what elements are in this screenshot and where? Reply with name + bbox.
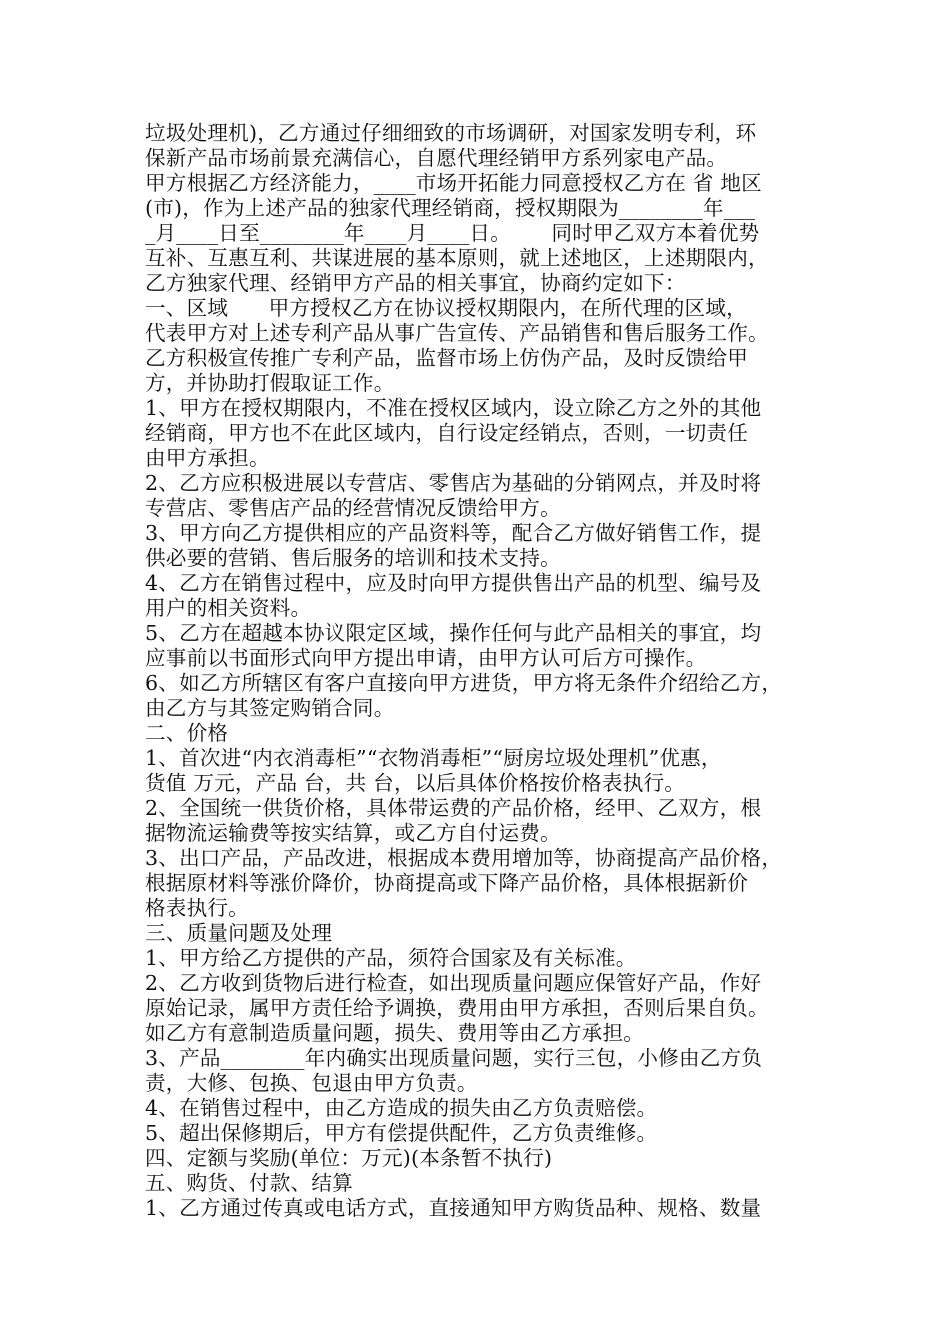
- text-line: 五、购货、付款、结算: [145, 1171, 353, 1195]
- text-line: 3、甲方向乙方提供相应的产品资料等，配合乙方做好销售工作，提: [145, 521, 762, 545]
- text-line: 2、乙方收到货物后进行检查，如出现质量问题应保管好产品，作好: [145, 971, 762, 995]
- text-line: 代表甲方对上述专利产品从事广告宣传、产品销售和售后服务工作。: [145, 321, 769, 345]
- text-line: 4、在销售过程中，由乙方造成的损失由乙方负责赔偿。: [145, 1096, 658, 1120]
- text-line: 乙方积极宣传推广专利产品，监督市场上仿伪产品，及时反馈给甲: [145, 346, 749, 370]
- text-line: 1、首次进“内衣消毒柜”“衣物消毒柜”“厨房垃圾处理机”优惠，: [145, 746, 722, 770]
- text-line: 甲方根据乙方经济能力，____市场开拓能力同意授权乙方在 省 地区: [145, 171, 762, 195]
- text-line: 由甲方承担。: [145, 446, 270, 470]
- text-line: 据物流运输费等按实结算，或乙方自付运费。: [145, 821, 561, 845]
- text-line: 5、超出保修期后，甲方有偿提供配件，乙方负责维修。: [145, 1121, 658, 1145]
- text-line: 2、乙方应积极进展以专营店、零售店为基础的分销网点，并及时将: [145, 471, 762, 495]
- text-line: 乙方独家代理、经销甲方产品的相关事宜，协商约定如下：: [145, 271, 686, 295]
- contract-body-text: [145, 121, 825, 1221]
- text-line: 由乙方与其签定购销合同。: [145, 696, 395, 720]
- text-line: 四、定额与奖励(单位：万元)(本条暂不执行): [145, 1146, 553, 1170]
- text-line: (市)，作为上述产品的独家代理经销商，授权期限为________年___: [145, 196, 756, 220]
- text-line: 4、乙方在销售过程中，应及时向甲方提供售出产品的机型、编号及: [145, 571, 762, 595]
- text-line: 货值 万元，产品 台，共 台，以后具体价格按价格表执行。: [145, 771, 686, 795]
- text-line: 方，并协助打假取证工作。: [145, 371, 395, 395]
- text-line: 一、区域 甲方授权乙方在协议授权期限内，在所代理的区域，: [145, 296, 747, 320]
- text-line: 三、质量问题及处理: [145, 921, 333, 945]
- text-line: 如乙方有意制造质量问题，损失、费用等由乙方承担。: [145, 1021, 645, 1045]
- text-line: 用户的相关资料。: [145, 596, 312, 620]
- text-line: 根据原材料等涨价降价，协商提高或下降产品价格，具体根据新价: [145, 871, 749, 895]
- text-line: 3、出口产品，产品改进，根据成本费用增加等，协商提高产品价格，: [145, 846, 783, 870]
- text-line: 6、如乙方所辖区有客户直接向甲方进货，甲方将无条件介绍给乙方，: [145, 671, 783, 695]
- text-line: 供必要的营销、售后服务的培训和技术支持。: [145, 546, 561, 570]
- text-line: 1、乙方通过传真或电话方式，直接通知甲方购货品种、规格、数量: [145, 1196, 762, 1220]
- text-line: 3、产品________年内确实出现质量问题，实行三包，小修由乙方负: [145, 1046, 763, 1070]
- text-line: 经销商，甲方也不在此区域内，自行设定经销点，否则，一切责任: [145, 421, 749, 445]
- text-line: 二、价格: [145, 721, 229, 745]
- text-line: 原始记录，属甲方责任给予调换，费用由甲方承担，否则后果自负。: [145, 996, 769, 1020]
- text-line: 责，大修、包换、包退由甲方负责。: [145, 1071, 478, 1095]
- text-line: 保新产品市场前景充满信心，自愿代理经销甲方系列家电产品。: [145, 146, 728, 170]
- text-line: 2、全国统一供货价格，具体带运费的产品价格，经甲、乙双方，根: [145, 796, 762, 820]
- text-line: 1、甲方在授权期限内，不准在授权区域内，设立除乙方之外的其他: [145, 396, 762, 420]
- text-line: 应事前以书面形式向甲方提出申请，由甲方认可后方可操作。: [145, 646, 707, 670]
- text-line: 互补、互惠互利、共谋进展的基本原则，就上述地区，上述期限内，: [145, 246, 769, 270]
- text-line: 格表执行。: [145, 896, 249, 920]
- text-line: 5、乙方在超越本协议限定区域，操作任何与此产品相关的事宜，均: [145, 621, 762, 645]
- text-line: 垃圾处理机)，乙方通过仔细细致的市场调研，对国家发明专利，环: [145, 121, 757, 145]
- text-line: 专营店、零售店产品的经营情况反馈给甲方。: [145, 496, 561, 520]
- text-line: 1、甲方给乙方提供的产品，须符合国家及有关标准。: [145, 946, 637, 970]
- text-line: _月____日至________年____月____日。 同时甲乙双方本着优势: [145, 221, 760, 245]
